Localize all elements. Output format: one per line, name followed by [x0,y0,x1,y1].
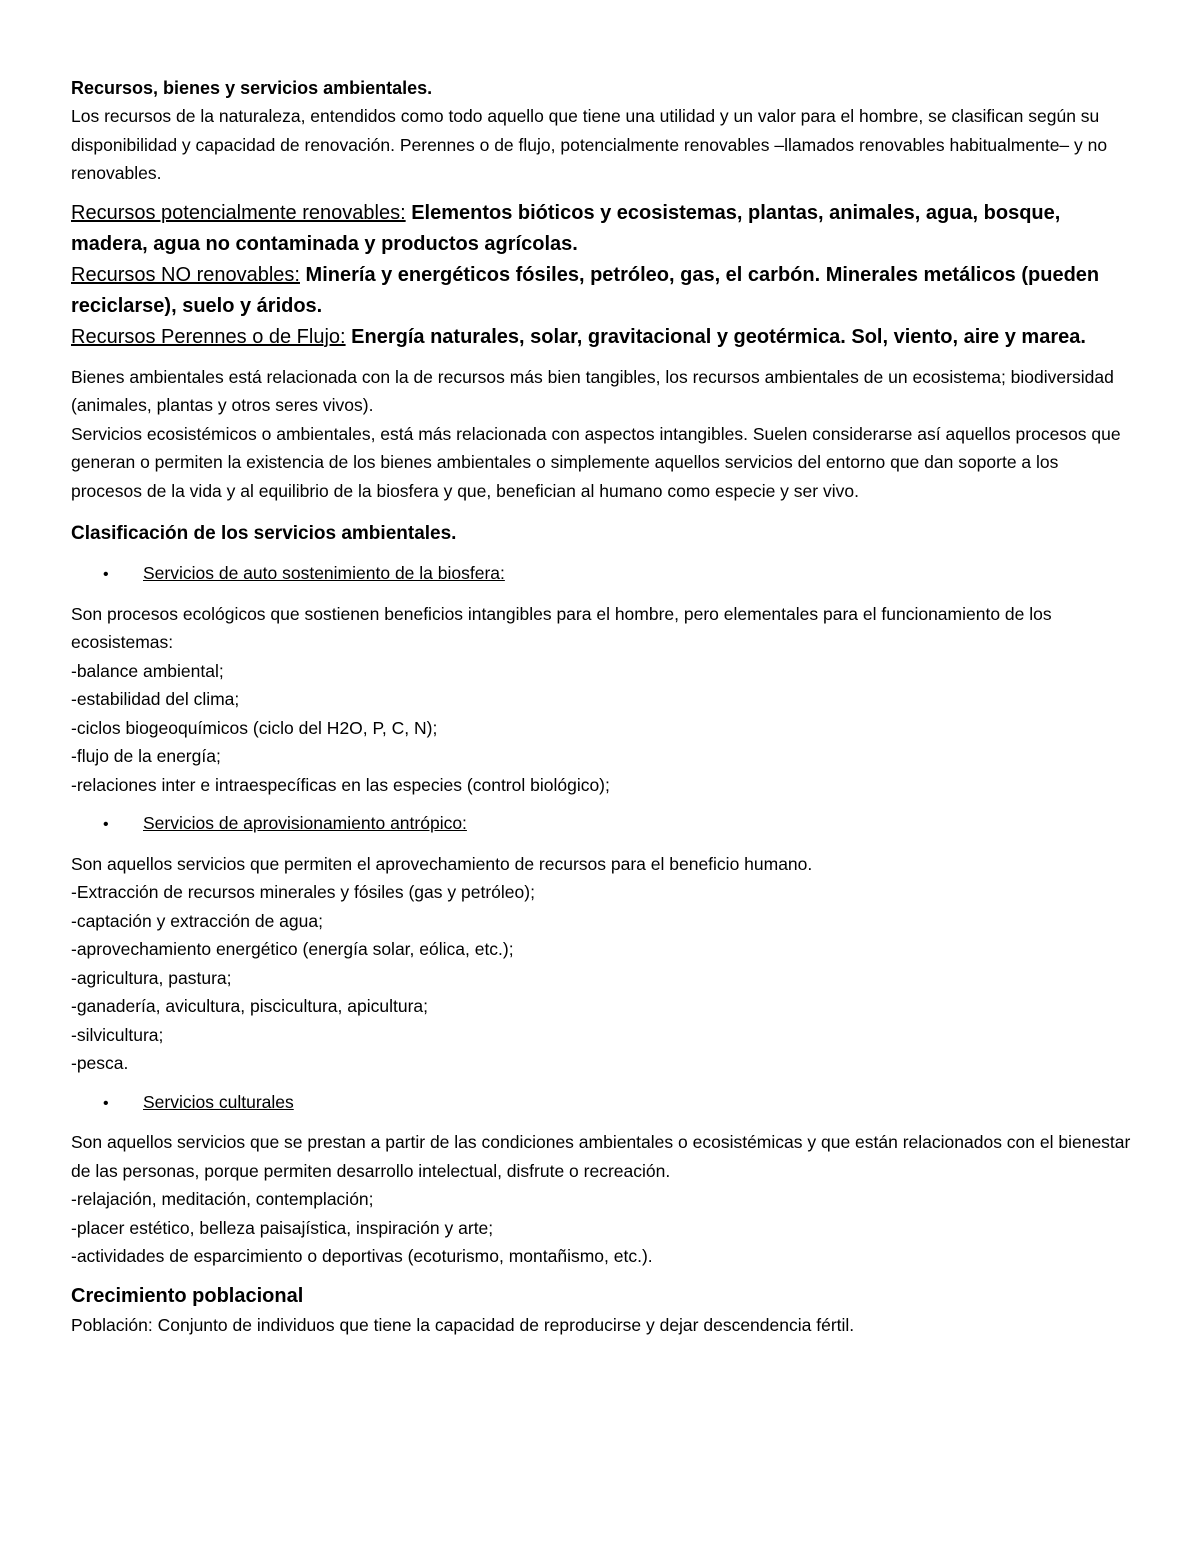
list-item: -flujo de la energía; [71,746,221,766]
list-item: -agricultura, pastura; [71,967,232,988]
list-item: -relajación, meditación, contemplación; [71,1189,374,1209]
resource-type-label: Recursos Perennes o de Flujo: [71,325,346,348]
resource-type-label: Recursos potencialmente renovables: [71,201,406,224]
list-item: -captación y extracción de agua; [71,910,323,931]
spacer [71,353,1131,363]
intro-paragraph: Los recursos de la naturaleza, entendidos como todo aquello que tiene una utilidad y un valor para el hombre, se clasifican según su disponibilidad y capacidad de renovación. Perennes o de flujo, potencialmente renovables –llamados renovables habitualmente– y no renovables. [71,106,1108,183]
list-item: -actividades de esparcimiento o deportivas (ecoturismo, montañismo, etc.). [71,1246,653,1266]
list-item: -silvicultura; [71,1024,164,1045]
resource-type-renewable [71,198,1131,260]
list-item: -ciclos biogeoquímicos (ciclo del H2O, P, C, N); [71,717,438,738]
spacer [71,840,1131,850]
resource-type-text: Minería y energéticos fósiles, petróleo, gas, el carbón. Minerales metálicos (pueden reciclarse), suelo y áridos. [71,263,1100,317]
resource-type-text: Energía naturales, solar, gravitacional y geotérmica. Sol, viento, aire y marea. [345,325,1086,348]
list-item: -aprovechamiento energético (energía solar, eólica, etc.); [71,939,514,959]
population-title: Crecimiento poblacional [71,1284,304,1307]
group-description: Son procesos ecológicos que sostienen beneficios intangibles para el hombre, pero elementales para el funcionamiento de los ecosistemas: [71,603,1052,652]
spacer [71,590,1131,600]
service-group-cultural [71,1088,1131,1271]
classification-title: Clasificación de los servicios ambientales. [71,523,457,544]
list-item: -pesca. [71,1053,129,1073]
bullet-icon: • [103,1094,109,1112]
spacer [71,799,1131,809]
population-definition: Población: Conjunto de individuos que tiene la capacidad de reproducirse y dejar descendencia fértil. [71,1314,855,1335]
group-heading: Servicios de auto sostenimiento de la biosfera: [143,563,505,583]
resource-type-text: Elementos bióticos y ecosistemas, plantas, animales, agua, bosque, madera, agua no contaminada y productos agrícolas. [71,201,1061,255]
spacer [71,1271,1131,1281]
spacer [71,188,1131,198]
service-group-provisioning [71,809,1131,1078]
bullet-heading [71,809,1131,840]
bullet-icon: • [103,816,109,833]
spacer [71,505,1131,519]
spacer [71,549,1131,559]
spacer [71,1118,1131,1128]
document-page [71,72,1131,1339]
service-group-self-sustaining [71,559,1131,799]
resource-type-nonrenewable [71,260,1131,322]
bullet-icon: • [103,566,109,583]
list-item: -Extracción de recursos minerales y fósiles (gas y petróleo); [71,882,535,902]
spacer [71,1078,1131,1088]
section-title: Recursos, bienes y servicios ambientales. [71,78,433,98]
bullet-heading [71,559,1131,590]
bullet-heading [71,1088,1131,1119]
bienes-paragraph: Bienes ambientales está relacionada con la de recursos más bien tangibles, los recursos ambientales de un ecosistema; biodiversidad (animales, plantas y otros seres vivos). [71,366,1114,415]
resource-types [71,198,1131,353]
group-heading: Servicios de aprovisionamiento antrópico: [143,813,467,833]
list-item: -ganadería, avicultura, piscicultura, apicultura; [71,996,428,1016]
list-item: -estabilidad del clima; [71,689,240,709]
group-heading: Servicios culturales [143,1091,294,1112]
servicios-paragraph: Servicios ecosistémicos o ambientales, está más relacionada con aspectos intangibles. Suelen considerarse así aquellos procesos que generan o permiten la existencia de los bienes ambientales o simplemente aquellos servicios del entorno que dan soporte a los procesos de la vida y al equilibrio de la biosfera y que, benefician al humano como especie y ser vivo. [71,423,1121,501]
group-description: Son aquellos servicios que permiten el aprovechamiento de recursos para el beneficio humano. [71,853,813,874]
list-item: -placer estético, belleza paisajística, inspiración y arte; [71,1217,494,1238]
resource-type-perennial [71,322,1131,353]
list-item: -balance ambiental; [71,660,224,681]
resource-type-label: Recursos NO renovables: [71,263,300,286]
group-description: Son aquellos servicios que se prestan a partir de las condiciones ambientales o ecosistémicas y que están relacionados con el bienestar de las personas, porque permiten desarrollo intelectual, disfrute o recreación. [71,1132,1131,1181]
list-item: -relaciones inter e intraespecíficas en las especies (control biológico); [71,774,610,795]
